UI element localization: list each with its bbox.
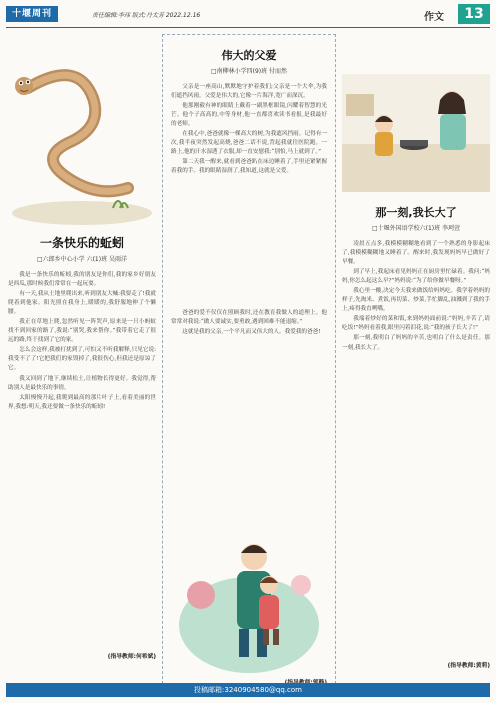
left-article-teacher: (指导教师:何希斌) [107, 654, 156, 660]
paragraph: 第二天我一醒来,就看到爸爸趴在床边睡着了,手里还紧紧握着我的手。我的眼睛湿润了,我知道,这就是父爱。 [171, 159, 327, 175]
left-article-body [8, 271, 156, 649]
paragraph: 凌晨五点多,我模模糊糊地看到了一个熟悉的身影起床了,我模模糊糊地又睡着了。醒来时,我发现妈妈早已做好了早餐。 [342, 241, 490, 266]
right-article-body [342, 240, 490, 658]
paragraph: 怎么会这样,我被打扰到了,可怕又不听我解释,只见它说:我受不了了!它把我们的家毁掉了,我很伤心,但我还是原谅了它。 [8, 347, 156, 372]
section-title: 作文 [424, 12, 444, 23]
paragraph: 这就是我的父亲,一个平凡而又伟大的人。我爱我的爸爸! [182, 329, 321, 336]
submission-footer: 投稿邮箱:3240904580@qq.com [6, 683, 490, 697]
page-number: 13 [458, 4, 490, 24]
mid-article-body-bottom [171, 309, 327, 499]
father-child-illustration [171, 505, 327, 675]
paragraph: 爸爸的爱不仅仅在照顾我时,还在教育我做人的道理上。他常常对我说:“做人要诚实,要勇敢,遇到困难不能退缩。” [171, 310, 327, 326]
kitchen-illustration [342, 74, 490, 192]
mid-article-byline: □南柳林小学四(9)班 付而然 [210, 68, 288, 75]
masthead: 十堰周刊 [6, 6, 58, 22]
left-article-byline: □六郎乡中心小学 六(1)班 吴雨洋 [37, 256, 127, 263]
paragraph: 父亲是一座高山,默默地守护着我们;父亲是一个大伞,为我们遮挡风雨。父爱是伟大的,它像一片海洋,宽广而深沉。 [171, 84, 327, 100]
paragraph: 在我心中,爸爸就像一棵高大的树,为我遮风挡雨。记得有一次,我半夜突然发起高烧,爸爸二话不说,背起我就往医院跑。一路上,他的汗水湿透了衣服,却一直安慰我:“别怕,马上就到了。” [171, 131, 327, 156]
paragraph: 太阳慢慢升起,我爬到最高的那片叶子上,看着美丽的世界,我想:明天,我还要做一条快乐的蚯蚓! [8, 394, 156, 410]
paragraph: 有一天,我从土地里爬出来,听到朋友大喊:我要走了!我就爬着到他家。阳光照在我身上,暖暖的,我舒服地伸了个懒腰。 [8, 291, 156, 316]
paragraph: 那一刻,我明白了妈妈的辛苦,也明白了什么是责任。那一刻,我长大了。 [342, 335, 490, 351]
paragraph: 到了早上,我起床看见妈妈正在厨房里忙碌着。我问:“妈妈,你怎么起这么早?”妈妈说:“为了给你做早餐呀。” [342, 269, 490, 285]
left-article [8, 34, 156, 684]
paragraph: 我心里一酸,决定今天我来做饭给妈妈吃。我学着妈妈的样子,先淘米、煮饭,再切菜、炒菜,手忙脚乱,油溅到了我的手上,疼得我直咧嘴。 [342, 288, 490, 313]
paragraph: 我又回到了地下,继续松土,让植物长得更好。我觉得,帮助别人是最快乐的事情。 [8, 375, 156, 391]
paragraph: 我端着炒好的菜和饭,来到妈妈面前说:“妈妈,辛苦了,请吃饭!”妈妈看着我,眼里闪着泪花,说:“我的孩子长大了!” [342, 316, 490, 332]
right-article [342, 34, 490, 684]
earthworm-illustration [8, 48, 156, 228]
header-rule [6, 27, 490, 28]
left-article-title: 一条快乐的蚯蚓 [39, 236, 124, 250]
right-article-teacher: (指导教师:黄莉) [447, 663, 490, 669]
page-header [0, 0, 496, 28]
mid-article [162, 34, 336, 684]
paragraph: 我是一条快乐的蚯蚓,我的朋友是你们,我的家乡好朋友是西瓜,那时候我们常常在一起玩耍。 [8, 272, 156, 288]
right-article-title: 那一刻,我长大了 [375, 206, 457, 219]
mid-article-body-top [171, 83, 327, 303]
right-article-byline: □十堰外国语学校六(1)班 李珂萱 [371, 225, 461, 232]
paragraph: 我正在草地上爬,忽然听见一阵哭声,原来是一只小蚂蚁找不到回家的路了,我说:“别哭,我来帮你。”我带着它走了很远的路,终于找到了它的家。 [8, 319, 156, 344]
editor-credits: 责任编辑:李玮 版式:丹太芳 2022.12.16 [92, 12, 201, 19]
mid-article-title: 伟大的父爱 [221, 49, 277, 62]
paragraph: 他那刚毅有神的眼睛上戴着一副黑框眼镜,闪耀着智慧的光芒。他个子高高的,中等身材,他一直都喜欢读书看报,是我最好的老师。 [171, 103, 327, 128]
